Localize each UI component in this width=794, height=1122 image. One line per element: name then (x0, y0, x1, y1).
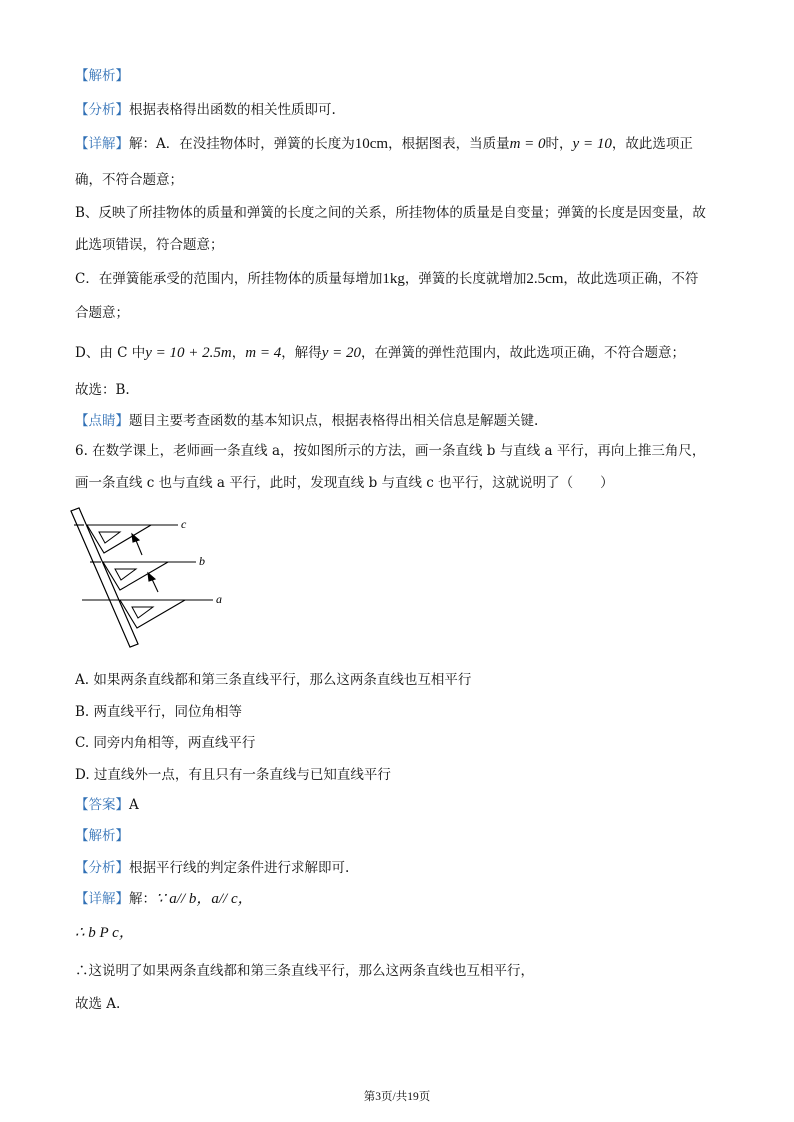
q6-xiangjie: 【详解】解：∵ a// b，a// c， (75, 891, 253, 907)
q6-fenxi-tag: 【分析】 (75, 860, 129, 876)
q6-xiangjie-tag: 【详解】 (75, 891, 129, 907)
q5-option-c-line1: C．在弹簧能承受的范围内，所挂物体的质量每增加1kg，弹簧的长度就增加2.5cm，故此选项正确，不符 (75, 271, 699, 287)
q5-option-b-line2: 此选项错误，符合题意； (75, 237, 224, 253)
push-arrow-upper (132, 534, 142, 555)
q5-choose: 故选：B. (75, 382, 130, 398)
q6-answer (75, 795, 139, 815)
q6-answer-value: A (129, 797, 139, 813)
q6-therefore: ∴ b P c， (75, 925, 134, 941)
q6-option-c: C. 同旁内角相等，两直线平行 (75, 735, 256, 751)
q5-option-a-line1: 【详解】解：A．在没挂物体时，弹簧的长度为10cm，根据图表，当质量m = 0时，y = 10，故此选项正 (75, 136, 693, 152)
q6-option-a: A. 如果两条直线都和第三条直线平行，那么这两条直线也互相平行 (75, 672, 472, 688)
label-b: b (199, 554, 205, 568)
q6-option-b: B. 两直线平行，同位角相等 (75, 704, 243, 720)
page-footer: 第3页/共19页 (363, 1091, 431, 1103)
q6-fenxi (75, 858, 349, 878)
q5-option-d-line: D、由 C 中y = 10 + 2.5m，m = 4，解得y = 20，在弹簧的弹性范围内，故此选项正确，不符合题意； (75, 345, 685, 361)
q5-dianjing-tag: 【点睛】 (75, 413, 129, 429)
q5-jiexi-tag: 【解析】 (75, 68, 129, 84)
q5-option-b-line1: B、反映了所挂物体的质量和弹簧的长度之间的关系，所挂物体的质量是自变量；弹簧的长度是因变量，故 (75, 205, 706, 221)
q5-dianjing (75, 411, 538, 431)
q6-stem-line1: 6. 在数学课上，老师画一条直线 a，按如图所示的方法，画一条直线 b 与直线 a 平行，再向上推三角尺， (75, 443, 706, 459)
q5-fenxi (75, 100, 336, 120)
q5-xiangjie-tag: 【详解】 (75, 136, 129, 152)
q6-fenxi-text: 根据平行线的判定条件进行求解即可. (129, 860, 350, 876)
q6-option-d: D. 过直线外一点，有且只有一条直线与已知直线平行 (75, 767, 391, 783)
q5-fenxi-text: 根据表格得出函数的相关性质即可. (129, 102, 336, 118)
q5-option-c-line2: 合题意； (75, 305, 129, 321)
q6-conclusion: ∴这说明了如果两条直线都和第三条直线平行，那么这两条直线也互相平行， (75, 963, 534, 979)
q5-fenxi-tag: 【分析】 (75, 102, 129, 118)
q6-jiexi-tag: 【解析】 (75, 828, 129, 844)
push-arrow-lower (148, 573, 158, 592)
q5-option-a-line2: 确，不符合题意； (75, 172, 183, 188)
q6-answer-tag: 【答案】 (75, 797, 129, 813)
q6-stem-line2: 画一条直线 c 也与直线 a 平行，此时，发现直线 b 与直线 c 也平行，这就说明了（ ） (75, 475, 614, 491)
q5-dianjing-text: 题目主要考查函数的基本知识点，根据表格得出相关信息是解题关键. (129, 413, 539, 429)
q6-choose: 故选 A. (75, 996, 121, 1012)
label-a: a (216, 592, 222, 606)
parallel-lines-figure (68, 505, 238, 650)
label-c: c (181, 517, 187, 531)
